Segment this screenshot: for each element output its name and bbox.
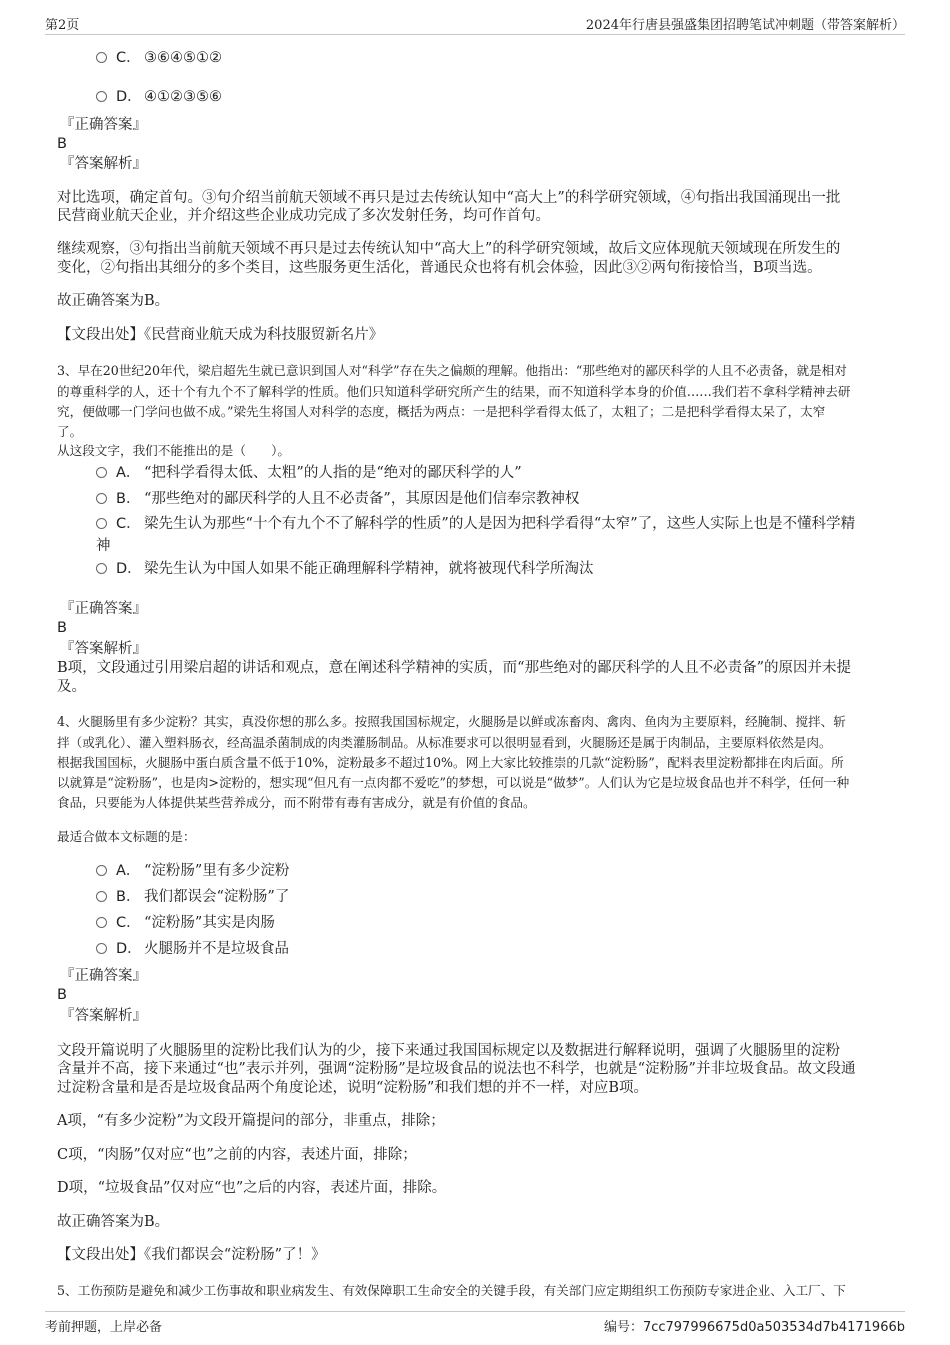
q3-stem-l2: 的尊重科学的人，还十个有九个不了解科学的性质。他们只知道科学研究所产生的结果，而不知道科学本身的价值……我们若不拿科学精神去研	[57, 384, 851, 399]
q2-answer-label: 『正确答案』	[60, 117, 147, 133]
q4-analysis-c: C项，“肉肠”仅对应“也”之前的内容，表述片面，排除；	[57, 1147, 417, 1163]
q2-conclusion: 故正确答案为B。	[57, 293, 170, 309]
q4-prompt: 最适合做本文标题的是：	[57, 829, 196, 844]
radio-icon[interactable]	[96, 891, 107, 902]
q4-analysis-d: D项，“垃圾食品”仅对应“也”之后的内容，表述片面，排除。	[57, 1180, 447, 1196]
document-title: 2024年行唐县强盛集团招聘笔试冲刺题（带答案解析）	[585, 18, 905, 33]
q3-option-c[interactable]: C． 梁先生认为那些“十个有九个不了解科学的性质”的人是因为把科学看得“太窄”了，这些人实际上也是不懂科学精	[96, 513, 855, 535]
q3-stem-l1: 3、早在20世纪20年代，梁启超先生就已意识到国人对“科学”存在失之偏颇的理解。他指出：“那些绝对的鄙厌科学的人且不必责备，就是相对	[57, 363, 847, 378]
q3-stem-l3: 究，便做哪一门学问也做不成。”梁先生将国人对科学的态度，概括为两点：一是把科学看得太低了，太粗了；二是把科学看得太呆了，太窄	[57, 404, 826, 419]
q3-prompt: 从这段文字，我们不能推出的是（ ）。	[57, 443, 290, 458]
q4-option-b[interactable]: B． 我们都误会“淀粉肠”了	[96, 886, 289, 908]
q4-answer-label: 『正确答案』	[60, 968, 147, 984]
radio-icon[interactable]	[96, 943, 107, 954]
q2-option-c[interactable]: C． ③⑥④⑤①②	[96, 47, 222, 69]
q3-analysis-l2: 及。	[57, 679, 86, 695]
radio-icon[interactable]	[96, 91, 107, 102]
q3-option-b[interactable]: B． “那些绝对的鄙厌科学的人且不必责备”，其原因是他们信奉宗教神权	[96, 488, 579, 510]
q4-answer: B	[57, 987, 67, 1003]
radio-icon[interactable]	[96, 563, 107, 574]
q2-analysis-p1-l2: 民营商业航天企业，并介绍这些企业成功完成了多次发射任务，均可作首句。	[57, 208, 550, 224]
q3-option-d[interactable]: D． 梁先生认为中国人如果不能正确理解科学精神，就将被现代科学所淘汰	[96, 558, 594, 580]
q3-option-c-wrap: 神	[96, 538, 111, 554]
q3-answer-label: 『正确答案』	[60, 601, 147, 617]
q3-analysis-l1: B项，文段通过引用梁启超的讲话和观点，意在阐述科学精神的实质，而“那些绝对的鄙厌科学的人且不必责备”的原因并未提	[57, 660, 851, 676]
q4-option-d[interactable]: D． 火腿肠并不是垃圾食品	[96, 938, 289, 960]
q4-analysis-p1-l1: 文段开篇说明了火腿肠里的淀粉比我们认为的少，接下来通过我国国标规定以及数据进行解释说明，强调了火腿肠里的淀粉	[57, 1043, 840, 1059]
q2-answer: B	[57, 136, 67, 152]
q3-analysis-label: 『答案解析』	[60, 641, 147, 657]
q4-analysis-p1-l3: 过淀粉含量和是否是垃圾食品两个角度论述，说明“淀粉肠”和我们想的并不一样，对应B项。	[57, 1080, 648, 1096]
radio-icon[interactable]	[96, 493, 107, 504]
q2-source: 【文段出处】《民营商业航天成为科技服贸新名片》	[57, 327, 384, 343]
q2-option-d[interactable]: D． ④①②③⑤⑥	[96, 86, 222, 108]
radio-icon[interactable]	[96, 917, 107, 928]
q3-option-a[interactable]: A． “把科学看得太低、太粗”的人指的是“绝对的鄙厌科学的人”	[96, 462, 522, 484]
q2-analysis-p2-l1: 继续观察，③句指出当前航天领域不再只是过去传统认知中“高大上”的科学研究领域，故后文应体现航天领域现在所发生的	[57, 241, 841, 257]
q5-stem-l1: 5、工伤预防是避免和减少工伤事故和职业病发生、有效保障职工生命安全的关键手段，有关部门应定期组织工伤预防专家进企业、入工厂、下	[57, 1283, 846, 1298]
radio-icon[interactable]	[96, 518, 107, 529]
q3-stem-l4: 了。	[57, 424, 83, 439]
radio-icon[interactable]	[96, 52, 107, 63]
radio-icon[interactable]	[96, 467, 107, 478]
q4-analysis-label: 『答案解析』	[60, 1008, 147, 1024]
q4-conclusion: 故正确答案为B。	[57, 1214, 170, 1230]
q2-analysis-p2-l2: 变化，②句指出其细分的多个类目，这些服务更生活化，普通民众也将有机会体验，因此③②两句衔接恰当，B项当选。	[57, 260, 822, 276]
page-footer	[45, 1311, 905, 1334]
q4-stem-l3: 根据我国国标，火腿肠中蛋白质含量不低于10%，淀粉最多不超过10%。网上大家比较推崇的几款“淀粉肠”，配料表里淀粉都排在肉后面。所	[57, 755, 844, 770]
page-number: 第2页	[45, 18, 80, 33]
q4-analysis-a: A项，“有多少淀粉”为文段开篇提问的部分，非重点，排除；	[57, 1113, 445, 1129]
q2-analysis-label: 『答案解析』	[60, 156, 147, 172]
q4-stem-l1: 4、火腿肠里有多少淀粉？其实，真没你想的那么多。按照我国国标规定，火腿肠是以鲜或冻畜肉、禽肉、鱼肉为主要原料，经腌制、搅拌、斩	[57, 714, 846, 729]
q4-option-a[interactable]: A． “淀粉肠”里有多少淀粉	[96, 860, 289, 882]
q4-option-c[interactable]: C． “淀粉肠”其实是肉肠	[96, 912, 275, 934]
q4-source: 【文段出处】《我们都误会“淀粉肠”了！》	[57, 1247, 326, 1263]
q4-stem-l2: 拌（或乳化）、灌入塑料肠衣，经高温杀菌制成的肉类灌肠制品。从标准要求可以很明显看到，火腿肠还是属于肉制品，主要原料依然是肉。	[57, 735, 832, 750]
footer-slogan: 考前押题，上岸必备	[45, 1320, 163, 1335]
q3-answer: B	[57, 620, 67, 636]
q2-analysis-p1-l1: 对比选项，确定首句。③句介绍当前航天领域不再只是过去传统认知中“高大上”的科学研究领域，④句指出我国涌现出一批	[57, 190, 841, 206]
page-header	[45, 14, 905, 35]
q4-stem-l5: 食品，只要能为人体提供某些营养成分，而不附带有毒有害成分，就是有价值的食品。	[57, 795, 536, 810]
q4-stem-l4: 以就算是“淀粉肠”，也是肉>淀粉的，想实现“但凡有一点肉都不爱吃”的梦想，可以说是“做梦”。人们认为它是垃圾食品也并不科学，任何一种	[57, 775, 850, 790]
q4-analysis-p1-l2: 含量并不高，接下来通过“也”表示并列，强调“淀粉肠”是垃圾食品的说法也不科学，也就是“淀粉肠”并非垃圾食品。故文段通	[57, 1061, 856, 1077]
radio-icon[interactable]	[96, 865, 107, 876]
document-code: 编号：7cc797996675d0a503534d7b4171966b	[603, 1320, 905, 1335]
